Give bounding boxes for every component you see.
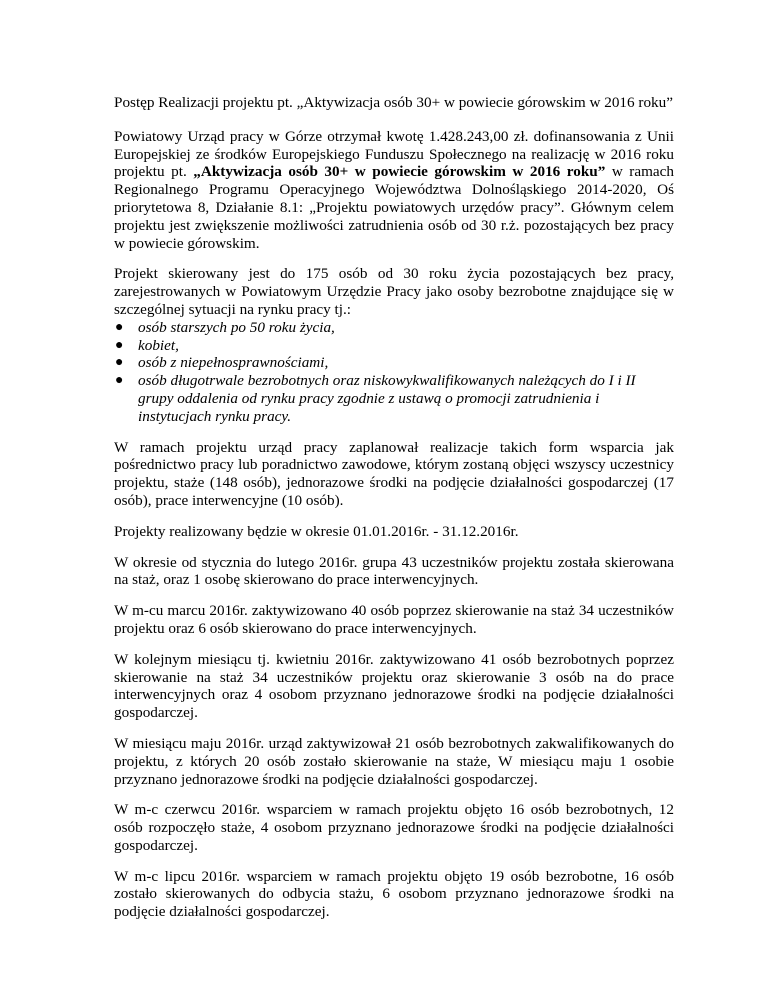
list-item <box>114 337 674 355</box>
project-name-bold: „Aktywizacja osób 30+ w powiecie górowskim w 2016 roku” <box>193 163 606 181</box>
march-progress-paragraph: W m-cu marcu 2016r. zaktywizowano 40 osób poprzez skierowanie na staż 34 uczestników projektu oraz 6 osób skierowano do prace interwencyjnych. <box>114 602 674 637</box>
april-progress-paragraph: W kolejnym miesiącu tj. kwietniu 2016r. zaktywizowano 41 osób bezrobotnych poprzez skierowanie na staż 34 uczestników projektu oraz skierowanie 3 osób na do prace interwencyjnych oraz 4 osobom przyznano jednorazowe środki na podjęcie działalności gospodarczej. <box>114 650 674 722</box>
target-intro-paragraph: Projekt skierowany jest do 175 osób od 30 roku życia pozostających bez pracy, zarejestrowanych w Powiatowym Urzędzie Pracy jako osoby bezrobotne znajdujące się w szczególnej sytuacji na rynku pracy tj.: <box>114 265 674 318</box>
list-item-text: osób długotrwale bezrobotnych oraz niskowykwalifikowanych należących do I i II grupy oddalenia od rynku pracy zgodnie z ustawą o promocji zatrudnienia i instytucjach rynku pracy. <box>138 372 636 425</box>
list-item-text: osób starszych po 50 roku życia, <box>138 318 335 336</box>
project-period-paragraph: Projekty realizowany będzie w okresie 01.01.2016r. - 31.12.2016r. <box>114 522 519 540</box>
bullet-dot-icon: ● <box>115 355 124 371</box>
intro-text-after: w ramach Regionalnego Programu Operacyjnego Województwa Dolnośląskiego 2014-2020, Oś priorytetowa 8, Działanie 8.1: „Projektu powiatowych urzędów pracy”. Głównym celem projektu jest zwiększenie możliwości zatrudnienia osób od 30 r.ż. pozostających bez pracy w powiecie górowskim. <box>114 163 674 252</box>
list-item-text: osób z niepełnosprawnościami, <box>138 354 329 372</box>
june-progress-paragraph: W m-c czerwcu 2016r. wsparciem w ramach projektu objęto 16 osób bezrobotnych, 12 osób rozpoczęło staże, 4 osobom przyznano jednorazowe środki na podjęcie działalności gospodarczej. <box>114 801 674 854</box>
document-page <box>114 94 674 934</box>
may-progress-paragraph: W miesiącu maju 2016r. urząd zaktywizował 21 osób bezrobotnych zakwalifikowanych do projektu, z których 20 osób zostało skierowanie na staże, W miesiącu maju 1 osobie przyznano jednorazowe środki na podjęcie działalności gospodarczej. <box>114 734 674 788</box>
bullet-dot-icon: ● <box>115 319 124 335</box>
support-forms-paragraph: W ramach projektu urząd pracy zaplanował realizacje takich form wsparcia jak pośrednictwo pracy lub poradnictwo zawodowe, którym zostaną objęci wszyscy uczestnicy projektu, staże (148 osób), jednorazowe środki na podjęcie działalności gospodarczej (17 osób), prace interwencyjne (10 osób). <box>114 438 674 509</box>
list-item <box>114 372 674 425</box>
list-item <box>114 354 674 372</box>
jan-feb-progress-paragraph: W okresie od stycznia do lutego 2016r. grupa 43 uczestników projektu została skierowana na staż, oraz 1 osobę skierowano do prace interwencyjnych. <box>114 553 674 589</box>
list-item-text: kobiet, <box>138 336 179 354</box>
intro-paragraph <box>114 128 674 253</box>
bullet-dot-icon: ● <box>115 373 124 389</box>
bullet-dot-icon: ● <box>115 337 124 353</box>
document-title: Postęp Realizacji projektu pt. „Aktywizacja osób 30+ w powiecie górowskim w 2016 roku” <box>114 94 673 111</box>
target-groups-list <box>114 319 674 426</box>
list-item <box>114 319 674 337</box>
intro-text-before: Powiatowy Urząd pracy w Górze otrzymał kwotę 1.428.243,00 zł. dofinansowania z Unii Europejskiej ze środków Europejskiego Funduszu Społecznego na realizację w 2016 roku projektu pt. <box>114 127 674 181</box>
july-progress-paragraph: W m-c lipcu 2016r. wsparciem w ramach projektu objęto 19 osób bezrobotne, 16 osób zostało skierowanych do odbycia stażu, 6 osobom przyznano jednorazowe środki na podjęcie działalności gospodarczej. <box>114 867 674 921</box>
